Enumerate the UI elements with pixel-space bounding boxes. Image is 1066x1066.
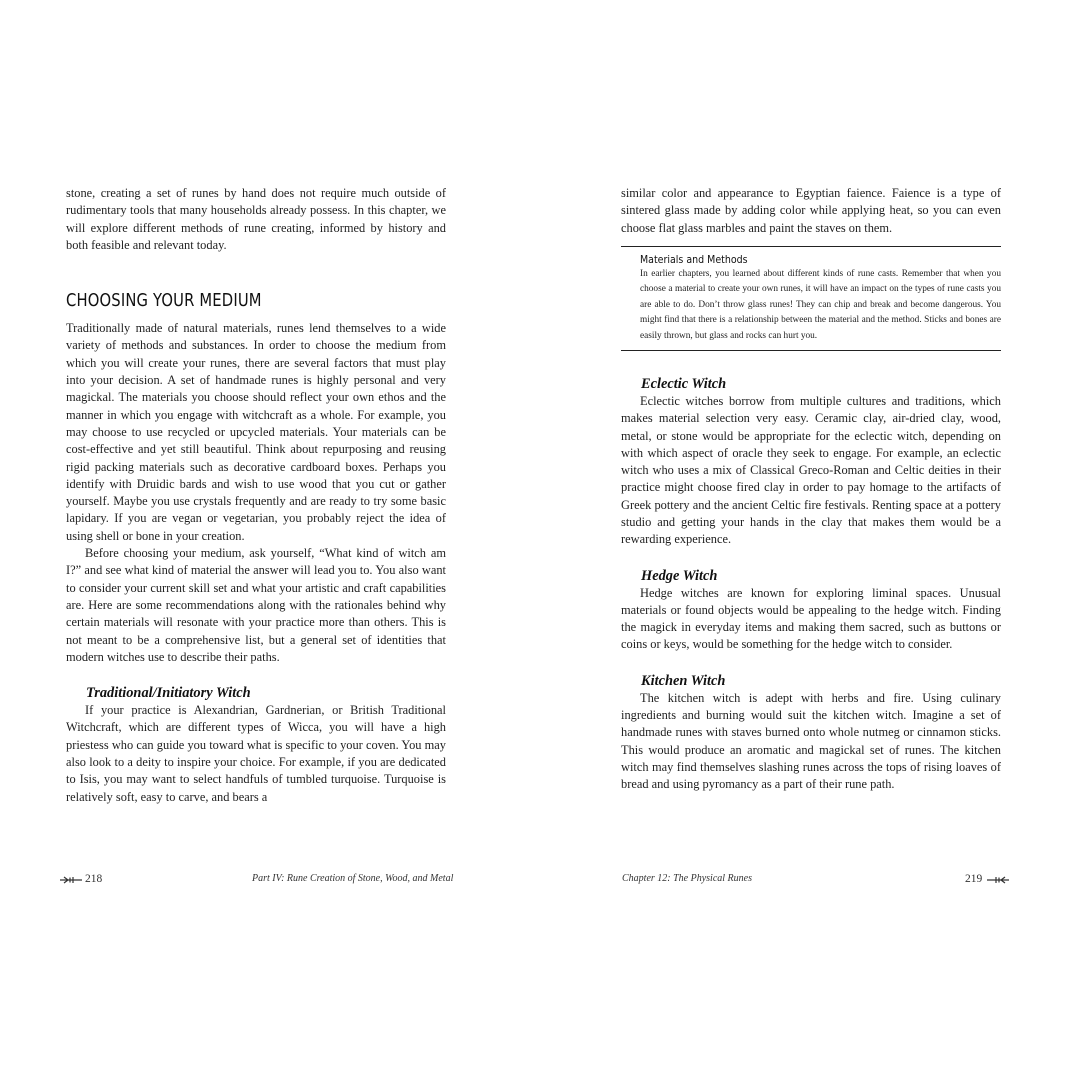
left-running-footer: Part IV: Rune Creation of Stone, Wood, and Metal: [252, 873, 454, 884]
section-heading: CHOOSING YOUR MEDIUM: [66, 290, 262, 312]
right-page-number: 219: [965, 873, 983, 885]
sidebar-box: [621, 246, 1001, 351]
right-running-footer: Chapter 12: The Physical Runes: [622, 873, 752, 884]
traditional-paragraph: If your practice is Alexandrian, Gardnerian, or British Traditional Witchcraft, which are different types of Wicca, you will have a high priestess who can guide you toward what is specific to your coven. You may also look to a deity to inspire your choice. For example, if you are dedicated to Isis, you may want to select handfuls of tumbled turquoise. Turquoise is relatively soft, easy to carve, and bears a: [66, 703, 446, 804]
sidebar-text: In earlier chapters, you learned about different kinds of rune casts. Remember that when you choose a material to create your own runes, it will have an impact on the types of rune casts you are able to do. Don’t throw glass runes! They can chip and break and become dangerous. You might find that there is a relationship between the material and the method. Sticks and bones are easily thrown, but glass and rocks can hurt you.: [640, 268, 1001, 341]
right-intro-paragraph: similar color and appearance to Egyptian faience. Faience is a type of sintered glass made by adding color while applying heat, so you can even choose flat glass marbles and paint the staves on them.: [621, 186, 1001, 235]
subheading-hedge: Hedge Witch: [641, 567, 718, 584]
sidebar-title: Materials and Methods: [640, 252, 748, 266]
medium-paragraph-2: Before choosing your medium, ask yourself, “What kind of witch am I?” and see what kind of material the answer will lead you to. You also want to consider your current skill set and what your artistic and craft capabilities are. Here are some recommendations along with the rationales behind why certain materials will resonate with your practice more than others. This is not meant to be a comprehensive list, but a general set of identities that modern witches use to describe their paths.: [66, 546, 446, 664]
medium-paragraph-1: Traditionally made of natural materials, runes lend themselves to a wide variety of methods and substances. In order to choose the medium from which you will create your runes, there are several factors that must play into your decision. A set of handmade runes is highly personal and very magickal. The materials you choose should reflect your own ethos and the manner in which you engage with witchcraft as a whole. For example, you may choose to use recycled or upcycled materials. Your materials can be cost-effective and yet still beautiful. Think about repurposing and reusing rigid packing materials such as decorative cardboard boxes. Perhaps you identify with Druidic bards and wish to use wood that you cut or gather yourself. Maybe you use crystals frequently and are ready to try some basic lapidary. If you are vegan or vegetarian, you probably reject the idea of using shell or bone in your creation.: [66, 321, 446, 543]
left-page-number: 218: [85, 873, 103, 885]
eclectic-paragraph: Eclectic witches borrow from multiple cultures and traditions, which makes material selection very easy. Ceramic clay, air-dried clay, wood, metal, or stone would be appropriate for the eclectic witch, depending on with which aspect of oracle they seek to engage. For example, an eclectic witch who uses a mix of Classical Greco-Roman and Celtic deities in their practice might choose fired clay in order to pay homage to the artifacts of Greek pottery and the ancient Celtic fire festivals. Renting space at a pottery studio and getting your hands in the clay that makes them would be a rewarding experience.: [621, 393, 1001, 547]
right-ornament-icon: [987, 876, 1009, 884]
left-page: [66, 185, 446, 806]
subheading-kitchen: Kitchen Witch: [641, 672, 726, 689]
hedge-paragraph: Hedge witches are known for exploring liminal spaces. Unusual materials or found objects would be appealing to the hedge witch. Finding the magick in everyday items and making them sacred, such as buttons or coins or keys, would be something for the hedge witch to consider.: [621, 585, 1001, 652]
right-page: [621, 185, 1001, 794]
left-intro-paragraph: stone, creating a set of runes by hand does not require much outside of rudimentary tools that many households already possess. In this chapter, we will explore different methods of rune creating, informed by history and both feasible and relevant today.: [66, 186, 446, 252]
subheading-traditional: Traditional/Initiatory Witch: [86, 685, 251, 702]
left-ornament-icon: [60, 876, 82, 884]
subheading-eclectic: Eclectic Witch: [641, 375, 727, 392]
kitchen-paragraph: The kitchen witch is adept with herbs and fire. Using culinary ingredients and burning would suit the kitchen witch. Imagine a set of handmade runes with staves burned onto whole nutmeg or cinnamon sticks. This would produce an aromatic and magickal set of runes. The kitchen witch may find themselves slashing runes across the tops of rising loaves of bread and using pyromancy as a part of their rune path.: [621, 690, 1001, 792]
